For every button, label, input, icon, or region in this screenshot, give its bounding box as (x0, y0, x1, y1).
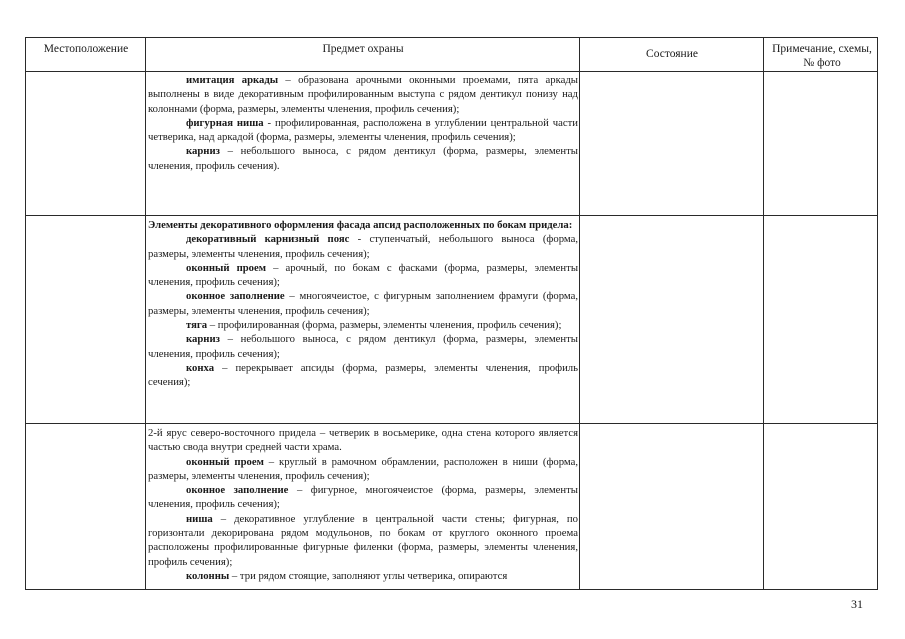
row-paragraph: ниша – декоративное углубление в центральной части стены; фигурная, по горизонтали декорирована рядом модульонов, по бокам от круглого оконного проема расположены профилированные фигурные филенки (форма, размеры, элементы членения, профиль сечения); (148, 512, 578, 568)
row-paragraph: фигурная ниша - профилированная, расположена в углублении центральной части четверика, над аркадой (форма, размеры, элементы членения, профиль сечения); (148, 116, 578, 144)
page-number: 31 (851, 597, 863, 611)
row-paragraph: декоративный карнизный пояс - ступенчатый, небольшого выноса (форма, размеры, элементы членения, профиль сечения); (148, 233, 578, 260)
table-row (148, 73, 578, 173)
header-location: Местоположение (43, 43, 129, 55)
row-paragraph: оконное заполнение – многоячеистое, с фигурным заполнением фрамуги (форма, размеры, элементы членения, профиль сечения); (148, 290, 578, 317)
row-paragraph: конха – перекрывает апсиды (форма, размеры, элементы членения, профиль сечения); (148, 361, 578, 389)
row-paragraph: оконный проем – круглый в рамочном обрамлении, расположен в ниши (форма, размеры, элементы членения, профиль сечения); (148, 455, 578, 482)
row-paragraph: карниз – небольшого выноса, с рядом дентикул (форма, размеры, элементы членения, профиль сечения). (148, 145, 578, 172)
header-state: Состояние (646, 48, 698, 60)
table-row (148, 426, 578, 583)
row-paragraph: имитация аркады – образована арочными оконными проемами, пята аркады выполнены в виде декоративным профилированным выступа с рядом дентикул понизу над колоннами (форма, размеры, элементы членения, профиль сечения); (148, 74, 578, 115)
header-subject: Предмет охраны (322, 43, 404, 55)
row-intro: 2-й ярус северо-восточного придела – четверик в восьмерике, одна стена которого является частью свода внутри средней части храма. (148, 427, 578, 454)
table-row (148, 218, 578, 390)
row-paragraph: карниз – небольшого выноса, с рядом дентикул (форма, размеры, элементы членения, профиль сечения); (148, 333, 578, 360)
row-paragraph: колонны – три рядом стоящие, заполняют углы четверика, опираются (186, 569, 508, 582)
row-paragraph: тяга – профилированная (форма, размеры, элементы членения, профиль сечения); (186, 319, 562, 332)
header-note: Примечание, схемы, № фото (772, 43, 872, 69)
row-paragraph: оконное заполнение – фигурное, многоячеистое (форма, размеры, элементы членения, профиль сечения); (148, 484, 578, 511)
row-paragraph: оконный проем – арочный, по бокам с фасками (форма, размеры, элементы членения, профиль сечения); (148, 261, 578, 289)
row-heading: Элементы декоративного оформления фасада апсид расположенных по бокам придела: (148, 219, 573, 231)
